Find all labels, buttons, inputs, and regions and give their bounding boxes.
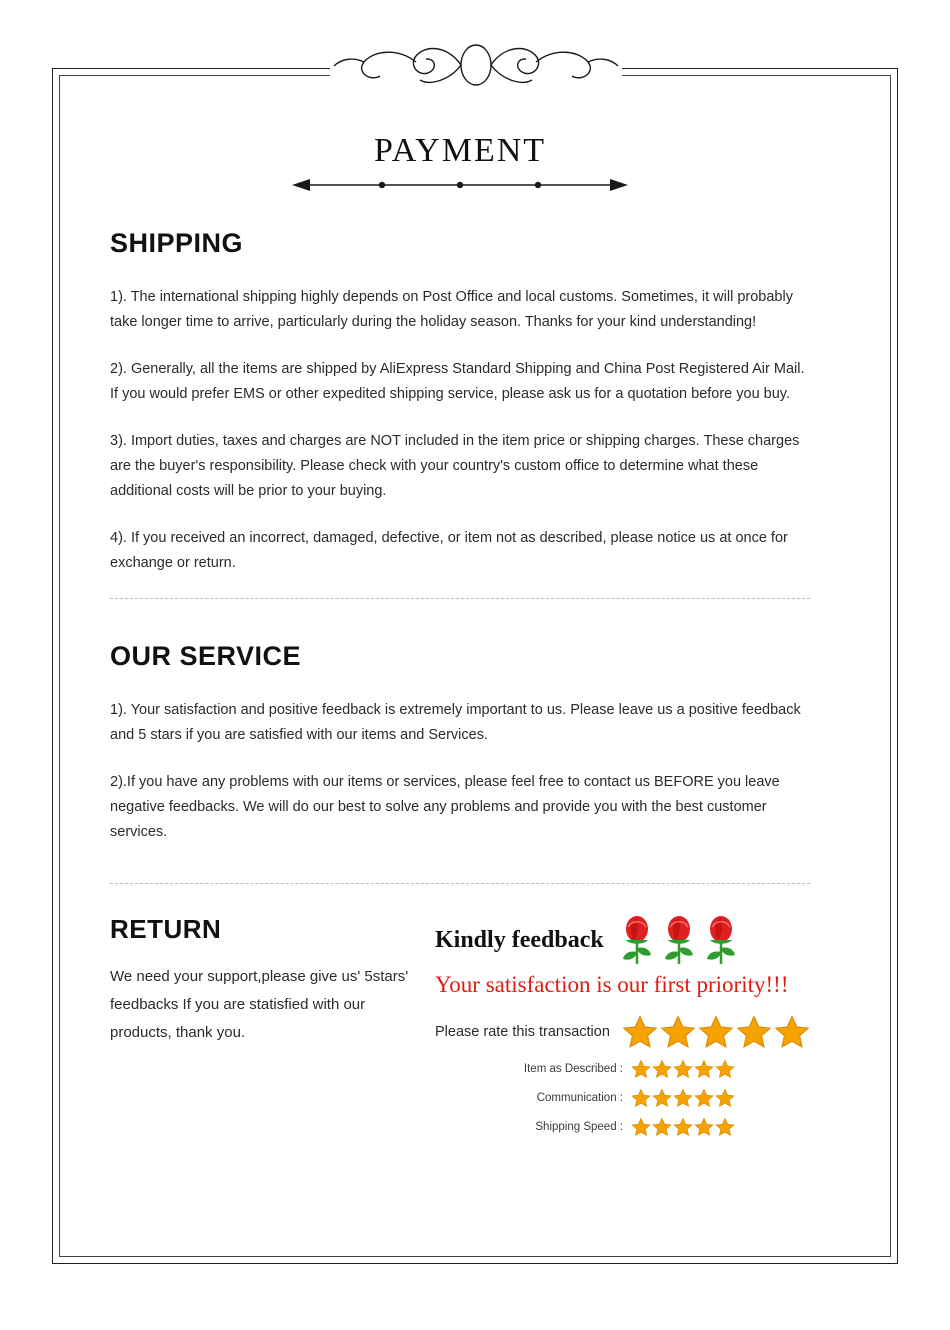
criteria-label: Item as Described :: [523, 1063, 623, 1075]
kindly-feedback-row: [435, 914, 810, 966]
criteria-row-communication: [435, 1088, 735, 1108]
service-paragraph-1: 1). Your satisfaction and positive feedback is extremely important to us. Please leave us a positive feedback and 5 stars if you are satisfied with our items and Services.: [110, 702, 801, 743]
rate-transaction-label: Please rate this transaction: [435, 1024, 610, 1040]
rose-icon: [662, 914, 696, 966]
service-paragraph-2: 2).If you have any problems with our items or services, please feel free to contact us BEFORE you leave negative feedbacks. We will do our best to solve any problems and provide you with the best customer services.: [110, 774, 780, 840]
return-feedback-row: [110, 914, 810, 1137]
satisfaction-headline: Your satisfaction is our first priority!!!: [435, 972, 789, 997]
star-icon: [736, 1014, 772, 1050]
feedback-column: [425, 914, 810, 1137]
star-icon: [631, 1059, 651, 1079]
star-icon: [715, 1088, 735, 1108]
shipping-paragraph-2: 2). Generally, all the items are shipped by AliExpress Standard Shipping and China Post Registered Air Mail. If you would prefer EMS or other expedited shipping service, please ask us for a quotation before you buy.: [110, 361, 805, 402]
section-divider-2: [110, 883, 810, 884]
shipping-paragraph-4: 4). If you received an incorrect, damaged, defective, or item not as described, please notice us at once for exchange or return.: [110, 530, 788, 571]
rating-stars-main[interactable]: [622, 1014, 810, 1050]
star-icon: [715, 1117, 735, 1137]
criteria-stars[interactable]: [631, 1059, 735, 1079]
star-icon: [715, 1059, 735, 1079]
document-content: [110, 118, 810, 1137]
star-icon: [673, 1088, 693, 1108]
return-column: [110, 914, 425, 1137]
section-divider-1: [110, 598, 810, 599]
rate-transaction-row: [435, 1014, 810, 1050]
return-text: We need your support,please give us' 5stars' feedbacks If you are statisfied with our products, thank you.: [110, 968, 409, 1041]
star-icon: [694, 1059, 714, 1079]
shipping-paragraph-1: 1). The international shipping highly depends on Post Office and local customs. Sometimes, it will probably take longer time to arrive, particularly during the holiday season. Thanks for your kind understanding!: [110, 289, 793, 330]
rose-group: [620, 914, 738, 966]
criteria-row-shipping-speed: [435, 1117, 735, 1137]
title-divider: [290, 176, 630, 194]
section-heading-shipping: SHIPPING: [110, 228, 244, 258]
star-icon: [673, 1059, 693, 1079]
section-heading-our-service: OUR SERVICE: [110, 641, 302, 671]
star-icon: [694, 1088, 714, 1108]
star-icon: [698, 1014, 734, 1050]
ornament-flourish-icon: [330, 38, 622, 92]
star-icon: [652, 1117, 672, 1137]
criteria-label: Communication :: [536, 1092, 623, 1104]
rose-icon: [620, 914, 654, 966]
star-icon: [622, 1014, 658, 1050]
kindly-feedback-label: Kindly feedback: [435, 926, 604, 953]
criteria-stars[interactable]: [631, 1088, 735, 1108]
star-icon: [673, 1117, 693, 1137]
criteria-stars[interactable]: [631, 1117, 735, 1137]
star-icon: [660, 1014, 696, 1050]
star-icon: [652, 1088, 672, 1108]
rose-icon: [704, 914, 738, 966]
star-icon: [631, 1088, 651, 1108]
star-icon: [694, 1117, 714, 1137]
criteria-row-item-as-described: [435, 1059, 735, 1079]
star-icon: [774, 1014, 810, 1050]
star-icon: [652, 1059, 672, 1079]
shipping-paragraph-3: 3). Import duties, taxes and charges are NOT included in the item price or shipping charges. These charges are the buyer's responsibility. Please check with your country's custom office to determine what these additional costs will be prior to your buying.: [110, 433, 800, 499]
section-heading-return: RETURN: [110, 914, 222, 944]
criteria-label: Shipping Speed :: [535, 1121, 623, 1133]
page-title: PAYMENT: [373, 132, 547, 169]
star-icon: [631, 1117, 651, 1137]
